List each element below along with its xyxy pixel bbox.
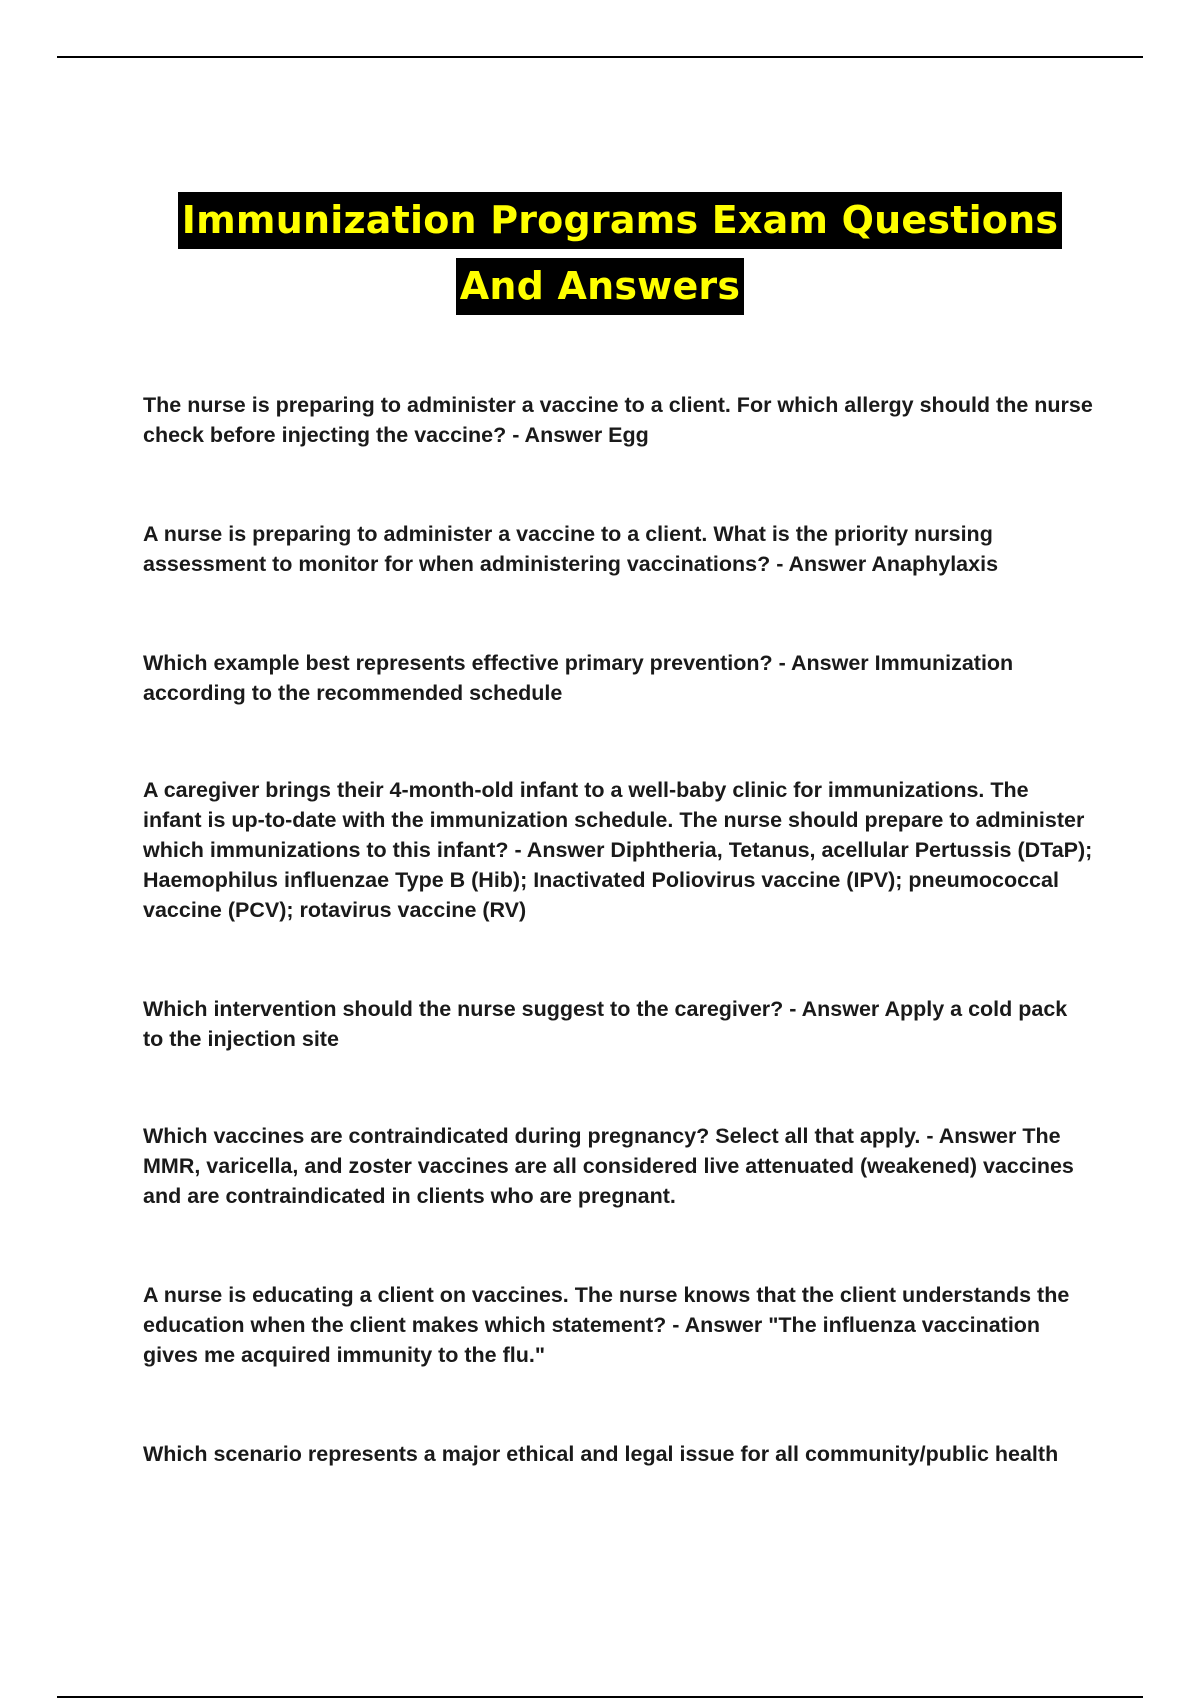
qa-item: The nurse is preparing to administer a vaccine to a client. For which allergy should the nurse check before injecting the vaccine? - Answer Egg [143, 393, 1093, 447]
qa-item: Which vaccines are contraindicated during pregnancy? Select all that apply. - Answer The MMR, varicella, and zoster vaccines are all considered live attenuated (weakened) vaccines and are contraindicated in clients who are pregnant. [143, 1124, 1074, 1208]
title-line-1: Immunization Programs Exam Questions [178, 192, 1062, 249]
qa-item: Which example best represents effective primary prevention? - Answer Immunization according to the recommended schedule [143, 651, 1014, 705]
qa-item: A nurse is educating a client on vaccines. The nurse knows that the client understands the education when the client makes which statement? - Answer "The influenza vaccination gives me acquired immunity to the flu." [143, 1283, 1070, 1367]
title-line-2: And Answers [456, 258, 744, 315]
qa-item: A caregiver brings their 4-month-old infant to a well-baby clinic for immunizations. The infant is up-to-date with the immunization schedule. The nurse should prepare to administer which immunizations to this infant? - Answer Diphtheria, Tetanus, acellular Pertussis (DTaP); Haemophilus influenzae Type B (Hib); Inactivated Poliovirus vaccine (IPV); pneumococcal vaccine (PCV); rotavirus vaccine (RV) [143, 778, 1093, 922]
qa-item: Which scenario represents a major ethical and legal issue for all community/public health [143, 1442, 1059, 1466]
top-rule [57, 56, 1143, 58]
qa-item: Which intervention should the nurse suggest to the caregiver? - Answer Apply a cold pack to the injection site [143, 997, 1068, 1051]
document-title [0, 192, 1200, 324]
qa-item: A nurse is preparing to administer a vaccine to a client. What is the priority nursing assessment to monitor for when administering vaccinations? - Answer Anaphylaxis [143, 522, 999, 576]
bottom-rule [57, 1696, 1143, 1698]
